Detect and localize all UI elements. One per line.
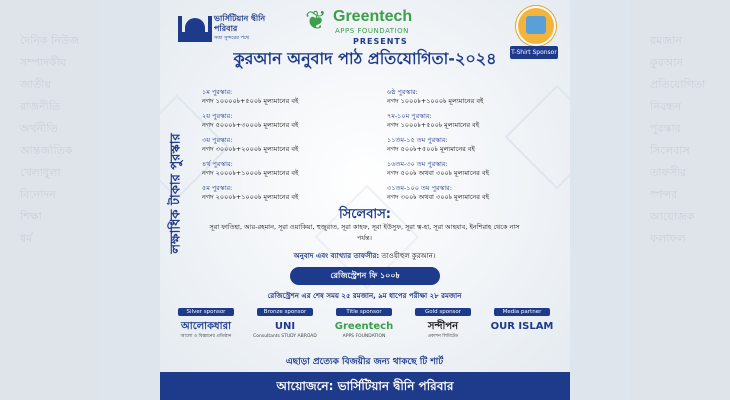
prize-amount: নগদ ২০০০৳+১০০০৳ মূল্যমানের বই [202, 169, 299, 177]
background-text-line: অর্থনীতি [20, 122, 58, 135]
prize-item [387, 136, 562, 160]
background-text-line: প্রতিযোগিতা [650, 78, 706, 91]
tshirt-sponsor-label: T-Shirt Sponsor [510, 46, 558, 59]
presents-label: PRESENTS [353, 37, 408, 46]
background-text-line: রমজান [650, 34, 682, 47]
sponsor-tier: Silver sponsor [178, 308, 234, 316]
sponsor-row [170, 308, 565, 348]
prize-amount: নগদ ৫০০৳+৫০০৳ মূল্যমানের বই [387, 145, 475, 153]
sponsor-item [170, 308, 242, 348]
prize-list [202, 88, 562, 203]
prize-amount: নগদ ৩০০৳ অথবা ৩০০৳ মূল্যমানের বই [387, 193, 489, 201]
background-text-line: জাতীয় [20, 78, 51, 91]
sponsor-name: OUR ISLAM [490, 321, 554, 332]
sponsor-subtitle: প্রকাশন লিমিটেড [427, 334, 459, 339]
tshirt-note: এছাড়া প্রত্যেক বিজয়ীর জন্য থাকছে টি শার্ট [285, 357, 444, 367]
sponsor-name: UNI [274, 321, 296, 332]
prize-amount: নগদ ৫০০০৳+৩০০০৳ মূল্যমানের বই [202, 121, 299, 129]
prize-rank: ৭ম-১০ম পুরস্কার: [387, 112, 432, 120]
sponsor-item [328, 308, 400, 348]
tafsir-label: অনুবাদ এবং ব্যাখ্যার তাফসীর: [293, 252, 380, 260]
greentech-subtitle: APPS FOUNDATION [335, 27, 409, 35]
sponsor-tier: Media partner [494, 308, 550, 316]
prize-item [202, 160, 377, 184]
prize-item [387, 112, 562, 136]
sponsor-subtitle: Consultants STUDY ABROAD [253, 334, 317, 339]
organizer-footer: আয়োজনে: ভার্সিটিয়ান দ্বীনি পরিবার [160, 372, 570, 400]
event-poster [160, 0, 570, 400]
background-text-line: আয়োজক [650, 210, 695, 223]
sponsor-subtitle: আলো ও বিজ্ঞানের প্রতিষ্ঠান [180, 334, 232, 339]
prize-rank: ১১তম-১৫ তম পুরস্কার: [387, 136, 448, 144]
background-text-line: আন্তর্জাতিক [20, 144, 73, 157]
prize-rank: ২য় পুরস্কার: [202, 112, 233, 120]
greentech-name: Greentech [333, 8, 413, 25]
registration-deadline: রেজিস্ট্রেশন এর শেষ সময় ২৫ রমজান, ৯ম ধাপের পরীক্ষা ২৮ রমজান [267, 292, 462, 300]
tafsir-line [202, 250, 527, 262]
background-text-line: বিনোদন [20, 188, 56, 201]
prize-amount: নগদ ১০০০৳+৫০০৳ মূল্যমানের বই [387, 121, 480, 129]
background-left [0, 0, 100, 400]
prize-column-right [387, 88, 562, 208]
prize-item [202, 88, 377, 112]
background-text-line: ধর্ম [20, 232, 33, 245]
sponsor-name: আলোকধারা [181, 321, 231, 332]
prize-rank: ৫ম পুরস্কার: [202, 184, 233, 192]
background-text-line: শিক্ষা [20, 210, 42, 223]
prize-item [387, 160, 562, 184]
prize-rank: ৪র্থ পুরস্কার: [202, 160, 233, 168]
sponsor-name: সন্দীপন [427, 321, 459, 332]
prize-amount: নগদ ৫০০৳ অথবা ৩০০৳ মূল্যমানের বই [387, 169, 489, 177]
background-text-line: নিবন্ধন [650, 100, 682, 113]
shopping-bag-icon [516, 6, 556, 46]
vertical-banner [162, 68, 186, 318]
prize-amount: নগদ ৩০০০৳+২০০০৳ মূল্যমানের বই [202, 145, 299, 153]
background-text-line: ফলাফল [650, 232, 686, 245]
registration-fee-badge: রেজিস্ট্রেশন ফি ১০০৳ [290, 267, 440, 285]
vertical-banner-text: লক্ষাধিক টাকার পুরস্কার [168, 133, 184, 254]
prize-rank: ১ম পুরস্কার: [202, 88, 233, 96]
background-text-line: দৈনিক নিউজ [20, 34, 80, 47]
background-text-left [20, 30, 79, 250]
prize-item [387, 88, 562, 112]
sponsor-item [407, 308, 479, 348]
prize-rank: ৩য় পুরস্কার: [202, 136, 233, 144]
syllabus-title: সিলেবাস: [338, 207, 391, 222]
sponsor-subtitle: APPS FOUNDATION [342, 334, 386, 339]
background-text-line: সম্পাদকীয় [20, 56, 67, 69]
competition-title: কুরআন অনুবাদ পাঠ প্রতিযোগিতা-২০২৪ [233, 49, 497, 68]
background-right [630, 0, 730, 400]
background-text-line: সিলেবাস [650, 144, 690, 157]
background-text-line: স্পন্সর [650, 188, 678, 201]
organizer-name: ভার্সিটিয়ান দ্বীনি পরিবার [214, 14, 266, 33]
prize-rank: ১৬তম-৩০ তম পুরস্কার: [387, 160, 448, 168]
prize-item [202, 112, 377, 136]
leaf-icon: ❦ [305, 6, 327, 36]
sponsor-item [486, 308, 558, 348]
background-text-line: খেলাধুলা [20, 166, 61, 179]
mosque-icon [178, 12, 212, 44]
background-text-line: কুরআন [650, 56, 684, 69]
sponsor-tier: Bronze sponsor [257, 308, 313, 316]
background-text-line: তাফসীর [650, 166, 686, 179]
prize-rank: ৩১তম-১০০ তম পুরস্কার: [387, 184, 452, 192]
sponsor-item [249, 308, 321, 348]
greentech-logo [305, 4, 445, 48]
tshirt-sponsor [510, 6, 558, 68]
prize-rank: ৬ষ্ঠ পুরস্কার: [387, 88, 418, 96]
background-text-line: রাজনীতি [20, 100, 61, 113]
organizer-tagline: সত্য সুন্দরের পথে [214, 35, 250, 41]
prize-item [202, 136, 377, 160]
tafsir-value: তাওযীহুল কুরআন। [381, 252, 436, 260]
prize-amount: নগদ ২০০০৳+১০০০৳ মূল্যমানের বই [202, 193, 299, 201]
sponsor-tier: Title sponsor [336, 308, 392, 316]
organizer-logo [178, 10, 273, 50]
prize-amount: নগদ ১০০০০৳+৫০০৳ মূল্যমানের বই [202, 97, 299, 105]
background-text-right [650, 30, 705, 250]
background-text-line: পুরস্কার [650, 122, 681, 135]
prize-column-left [202, 88, 377, 208]
syllabus-body: সূরা ফাতিহা, আর-রহমান, সূরা ওয়াকিয়া, হুজুরাত, সূরা কাহফ, সূরা ইউসুফ, সূরা ত্ব-হা, সূরা আহযাব, ইনশিরাহ থেকে নাস পর্যন্ত। [209, 223, 520, 242]
sponsor-name: Greentech [334, 321, 394, 332]
sponsor-tier: Gold sponsor [415, 308, 471, 316]
prize-amount: নগদ ১০০০৳+১০০০৳ মূল্যমানের বই [387, 97, 484, 105]
